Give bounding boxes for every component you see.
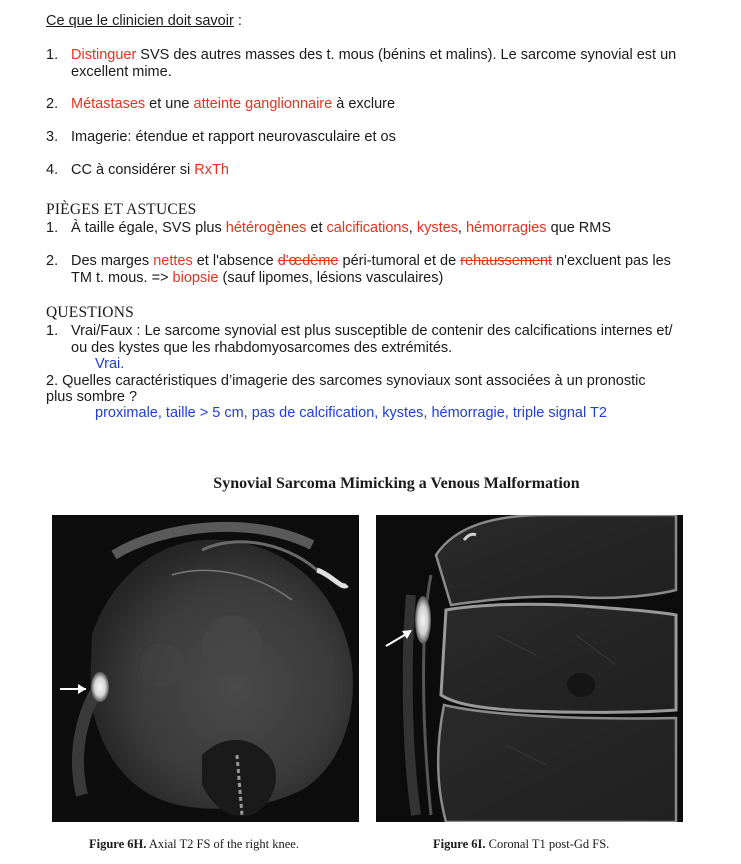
question-1-answer: Vrai. bbox=[95, 356, 125, 372]
questions-heading: QUESTIONS bbox=[46, 304, 134, 321]
mri-coronal-t1-graphic bbox=[376, 515, 683, 822]
figure-6i-label: Figure 6I. bbox=[433, 837, 486, 851]
clinician-heading: Ce que le clinicien doit savoir : bbox=[46, 13, 242, 29]
figure-6i-caption: Figure 6I. Coronal T1 post-Gd FS. bbox=[433, 837, 610, 851]
figure-6h-caption: Figure 6H. Axial T2 FS of the right knee. bbox=[89, 837, 299, 851]
mri-axial-t2-image bbox=[52, 515, 359, 822]
figure-6h-label: Figure 6H. bbox=[89, 837, 147, 851]
question-2-answer: proximale, taille > 5 cm, pas de calcification, kystes, hémorragie, triple signal T2 bbox=[95, 405, 607, 421]
figure-title: Synovial Sarcoma Mimicking a Venous Malformation bbox=[213, 475, 580, 492]
mri-axial-t2-graphic bbox=[52, 515, 359, 822]
pitfalls-heading: PIÈGES ET ASTUCES bbox=[46, 201, 197, 218]
mri-coronal-t1-image bbox=[376, 515, 683, 822]
clinician-heading-text: Ce que le clinicien doit savoir bbox=[46, 13, 234, 29]
